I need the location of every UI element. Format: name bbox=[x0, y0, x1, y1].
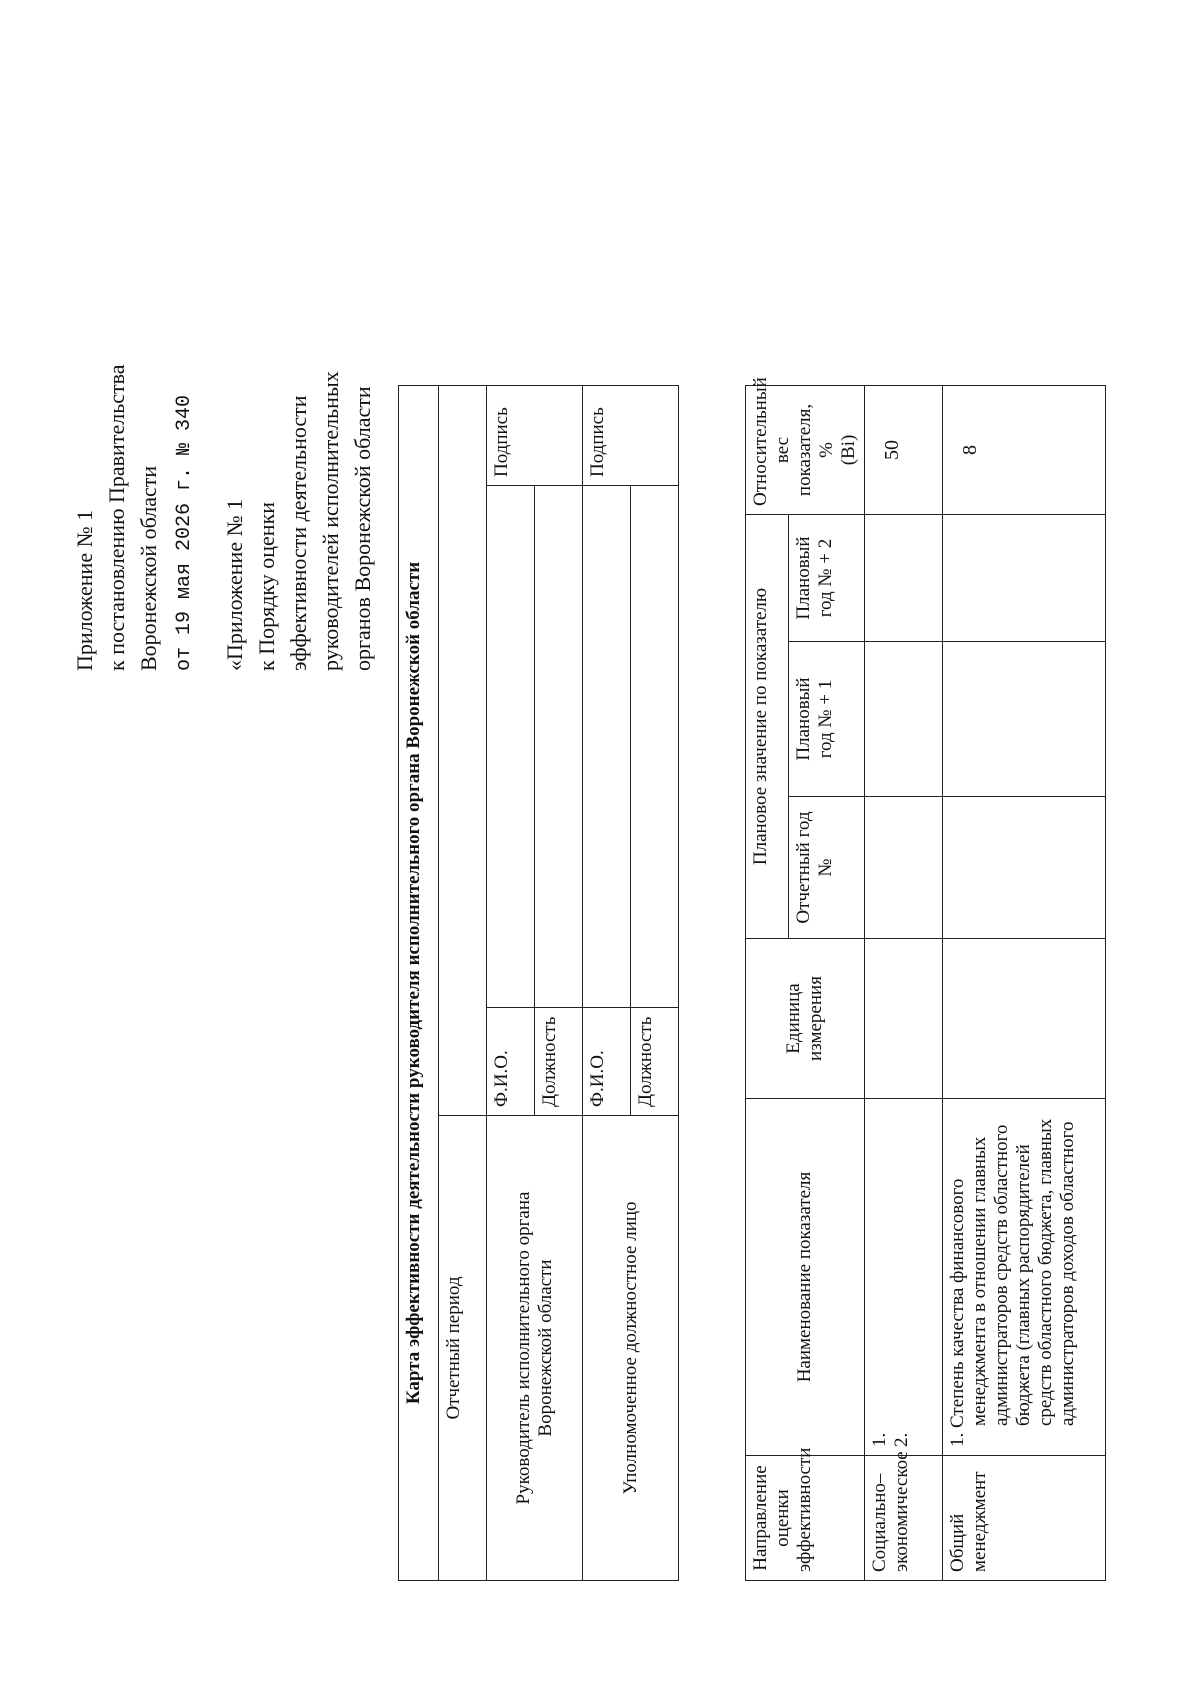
table-row bbox=[865, 385, 943, 1580]
row-2-line-3: администраторов средств областного bbox=[991, 1124, 1012, 1426]
col-weight-line-4: (Bi) bbox=[838, 434, 859, 466]
col-unit-header bbox=[746, 939, 865, 1099]
row-1-name bbox=[865, 1099, 943, 1456]
col-name-header: Наименование показателя bbox=[746, 1099, 865, 1456]
appendix-title: Приложение № 1 bbox=[72, 509, 97, 671]
official-label: Уполномоченное должностное лицо bbox=[583, 1116, 679, 1581]
official-fio-label: Ф.И.О. bbox=[583, 1008, 631, 1116]
col-report-line-1: Отчетный год bbox=[793, 811, 815, 924]
col-weight-line-1: Относительный bbox=[750, 377, 771, 506]
row-2-line-1: 1. Степень качества финансового bbox=[947, 1178, 968, 1447]
row-1-direction-line-2: экономическое bbox=[891, 1451, 912, 1572]
row-1-direction-line-1: Социально– bbox=[869, 1473, 890, 1572]
row-1-direction bbox=[865, 1451, 943, 1581]
official-fio-value bbox=[583, 486, 631, 1008]
row-1-plan2 bbox=[865, 514, 943, 641]
row-2-line-4: бюджета (главных распорядителей bbox=[1013, 1144, 1034, 1426]
ref-line-2: к Порядку оценки bbox=[254, 501, 279, 671]
row-1-item-1: 1. bbox=[869, 1432, 890, 1447]
row-2-plan1 bbox=[943, 642, 1106, 797]
row-2-weight: 8 bbox=[943, 385, 1106, 514]
period-value bbox=[439, 385, 487, 1115]
row-2-line-2: менеджмента в отношении главных bbox=[969, 1136, 990, 1426]
col-plan-year-2-header bbox=[789, 514, 865, 641]
col-plan2-line-2: год № + 2 bbox=[815, 538, 837, 618]
col-weight-header bbox=[746, 377, 865, 514]
card-title: Карта эффективности деятельности руководителя исполнительного органа Воронежской области bbox=[399, 385, 439, 1580]
head-label-line-2: Воронежской области bbox=[534, 1259, 556, 1437]
row-2-direction: Общий менеджмент bbox=[943, 1456, 1106, 1581]
col-unit-line-1: Единица bbox=[783, 983, 804, 1054]
official-signature-label: Подпись bbox=[583, 385, 679, 485]
row-1-report bbox=[865, 797, 943, 939]
col-report-year-header bbox=[789, 797, 865, 939]
ref-line-3: эффективности деятельности bbox=[286, 395, 311, 671]
col-plan-header: Плановое значение по показателю bbox=[746, 514, 789, 938]
row-1-unit bbox=[865, 939, 943, 1099]
col-weight-line-3: % bbox=[816, 442, 837, 458]
official-position-value bbox=[631, 486, 679, 1008]
row-1-plan1 bbox=[865, 642, 943, 797]
table-row bbox=[943, 385, 1106, 1580]
row-1-item-2: 2. bbox=[891, 1432, 912, 1447]
row-2-name bbox=[943, 1099, 1106, 1456]
head-signature-label: Подпись bbox=[487, 385, 583, 485]
row-2-line-5: средств областного бюджета, главных bbox=[1035, 1118, 1056, 1426]
col-unit-line-2: измерения bbox=[805, 976, 826, 1061]
head-label-line-1: Руководитель исполнительного органа bbox=[512, 1191, 534, 1505]
col-plan1-line-2: год № + 1 bbox=[815, 679, 837, 759]
appendix-line-3: Воронежской области bbox=[136, 465, 161, 671]
head-position-value bbox=[535, 486, 583, 1008]
ref-line-4: руководителей исполнительных bbox=[318, 371, 343, 671]
head-label bbox=[487, 1116, 583, 1581]
head-fio-value bbox=[487, 486, 535, 1008]
col-direction-header bbox=[746, 1447, 865, 1581]
ref-line-1: «Приложение № 1 bbox=[222, 498, 247, 671]
col-direction-line-2: эффективности bbox=[794, 1447, 815, 1572]
col-direction-line-1: Направление оценки bbox=[750, 1465, 793, 1571]
period-label: Отчетный период bbox=[439, 1116, 487, 1581]
col-plan-year-1-header bbox=[789, 642, 865, 797]
row-1-weight: 50 bbox=[865, 385, 943, 514]
col-report-line-2: № bbox=[815, 858, 837, 877]
row-2-line-6: администраторов доходов областного bbox=[1057, 1121, 1078, 1426]
col-plan2-line-1: Плановый bbox=[793, 536, 815, 620]
row-2-report bbox=[943, 797, 1106, 939]
row-2-unit bbox=[943, 939, 1106, 1099]
head-fio-label: Ф.И.О. bbox=[487, 1008, 535, 1116]
appendix-line-2: к постановлению Правительства bbox=[104, 364, 129, 671]
ref-line-5: органов Воронежской области bbox=[350, 386, 375, 671]
col-plan1-line-1: Плановый bbox=[793, 677, 815, 761]
row-2-plan2 bbox=[943, 514, 1106, 641]
col-weight-line-2: вес показателя, bbox=[772, 403, 815, 497]
official-position-label: Должность bbox=[631, 1008, 679, 1116]
head-position-label: Должность bbox=[535, 1008, 583, 1116]
performance-card-table bbox=[398, 385, 679, 1581]
indicators-table bbox=[745, 377, 1106, 1581]
date-line: от 19 мая 2026 г. № 340 bbox=[173, 394, 196, 671]
